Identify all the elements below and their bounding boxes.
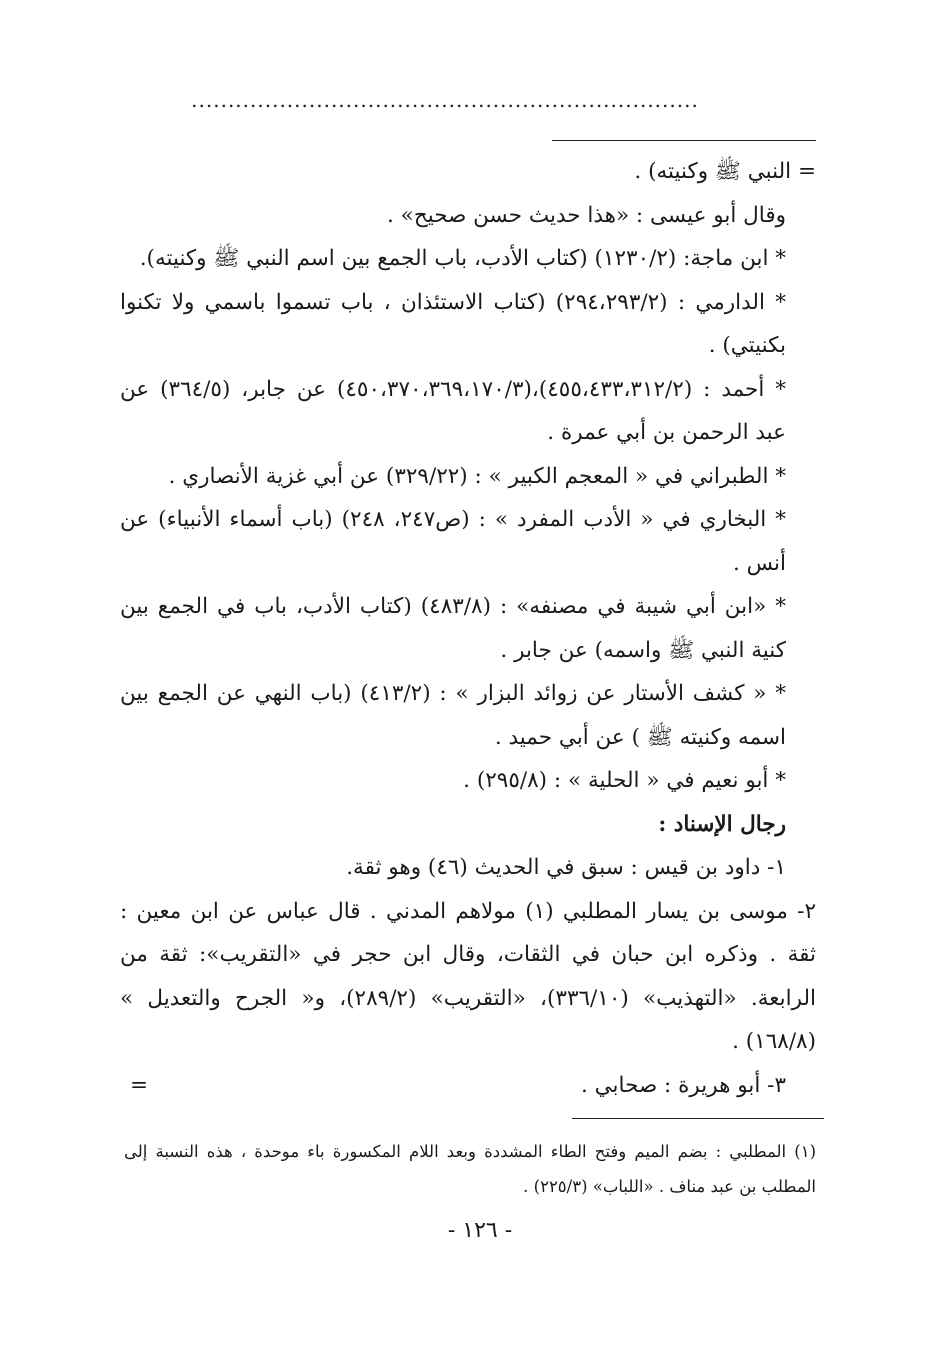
reference-line: * الدارمي : (٢٩٤،٢٩٣/٢) (كتاب الاستئذان ، باب تسموا باسمي ولا تكنوا بكنيتي) . [120,289,786,358]
reference-line: * أبو نعيم في « الحلية » : (٢٩٥/٨) . [463,768,786,793]
text-line: = النبي ﷺ وكنيته) . [634,159,816,184]
reference-line: * ابن ماجة: (١٢٣٠/٢) (كتاب الأدب، باب الجمع بين اسم النبي ﷺ وكنيته). [139,246,786,271]
reference-line: * « كشف الأستار عن زوائد البزار » : (٤١٣/٢) (باب النهي عن الجمع بين اسمه وكنيته ﷺ ) عن أبي حميد . [120,681,787,750]
text-line: وقال أبو عيسى : «هذا حديث حسن صحيح» . [387,202,786,228]
narrator-entry: ١- داود بن قيس : سبق في الحديث (٤٦) وهو ثقة. [346,855,786,880]
footnote [124,1134,816,1204]
reference-line: * «ابن أبي شيبة في مصنفه» : (٤٨٣/٨) (كتاب الأدب، باب في الجمع بين كنية النبي ﷺ واسمه) عن جابر . [120,594,786,663]
narrator-entry: ٢- موسى بن يسار المطلبي (١) مولاهم المدني . قال عباس عن ابن معين : ثقة . وذكره ابن حبان في الثقات، وقال ابن حجر في «التقريب»: ثقة من الرابعة. «التهذيب» (٣٣٦/١٠)، «التقريب» (٢٨٩/٢)، و« الجرح والتعديل » (١٦٨/٨) . [120,898,816,1054]
narrator-text: ٣- أبو هريرة : صحابي . [580,1072,786,1098]
footnote-rule [572,1118,824,1119]
footnote-text: (١) المطلبي : بضم الميم وفتح الطاء المشددة وبعد اللام المكسورة باء موحدة ، هذه النسبة إلى المطلب بن عبد مناف . «اللباب» (٢٢٥/٣) . [124,1142,816,1196]
dotted-separator: ..................................................................... [191,88,699,112]
section-heading: رجال الإسناد : [658,811,786,837]
page-number: - ١٢٦ - [447,1218,513,1243]
main-text [120,150,816,1107]
reference-line: * الطبراني في « المعجم الكبير » : (٣٢٩/٢٢) عن أبي غزية الأنصاري . [168,463,786,489]
narrator-entry-last [120,1064,816,1108]
continuation-mark: = [130,1072,149,1098]
reference-line: * أحمد : (٤٥٥،٤٣٣،٣١٢/٢)،(٤٥٠،٣٧٠،٣٦٩،١٧٠/٣) عن جابر، (٣٦٤/٥) عن عبد الرحمن بن أبي عمرة . [120,376,786,445]
footnote-continuation-rule [552,140,816,141]
reference-line: * البخاري في « الأدب المفرد » : (ص٢٤٧، ٢٤٨) (باب أسماء الأنبياء) عن أنس . [120,507,786,576]
